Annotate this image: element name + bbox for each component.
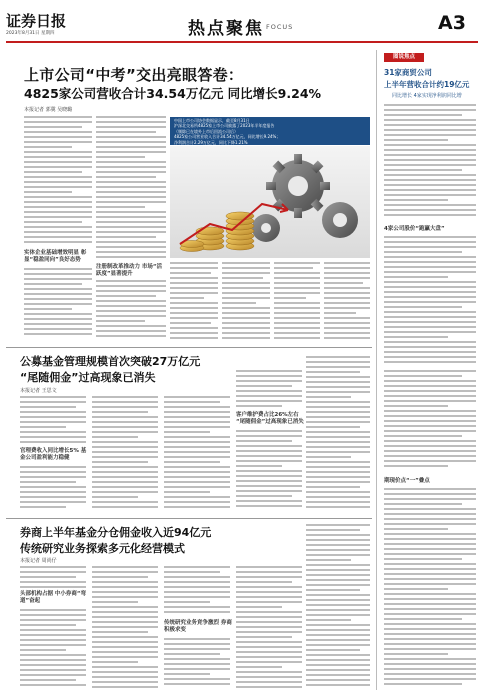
sidebar-body-1	[384, 104, 476, 220]
lead-subhead-1: 实体企业基础增效明显 彰显“稳盈同向”良好态势	[24, 250, 87, 263]
middle-divider	[6, 518, 372, 519]
infobox-line-2: 沪深北交易所4825家上市公司披露了2023年半年度报告	[174, 123, 275, 129]
lead-divider	[6, 347, 372, 348]
paper-logo: 证券日报	[6, 12, 67, 30]
bottom-headline-1: 券商上半年基金分仓佣金收入近94亿元	[20, 526, 212, 539]
middle-headline-2: “尾随佣金”过高现象已消失	[20, 371, 156, 384]
lead-headline-1: 上市公司“中考”交出亮眼答卷：	[24, 66, 244, 84]
lead-body-col-1b	[24, 268, 92, 340]
lead-body-col-5	[274, 262, 320, 342]
lead-body-col-2b	[96, 280, 166, 340]
middle-body-col-5	[306, 356, 370, 512]
lead-headline-2: 4825家公司营收合计34.54万亿元 同比增长9.24%	[24, 86, 322, 101]
middle-body-col-1	[20, 396, 86, 446]
bottom-body-col-5	[306, 524, 370, 691]
middle-body-col-3	[164, 396, 230, 512]
infobox-line-1: 中国上市公司协会数据显示，截至8月31日	[174, 118, 250, 123]
sidebar-body-4	[384, 488, 476, 688]
lead-subhead-2: 注册制改革推动力 市场“活跃度”显著提升	[96, 264, 163, 277]
middle-subhead-2: 客户维护费占比26%左右 “尾随佣金”过高现象已消失	[236, 412, 304, 425]
middle-body-col-1b	[20, 466, 86, 512]
lead-body-col-1	[24, 116, 92, 248]
masthead	[0, 0, 484, 42]
lead-infobox	[170, 117, 370, 145]
sidebar-badge: 图说焦点	[384, 53, 424, 62]
bottom-body-col-4	[236, 566, 302, 691]
bottom-subhead-2: 传统研究业务竞争激烈 券商积极求变	[164, 620, 232, 633]
sidebar-subhead-2: 期现价点“一”叠点	[384, 478, 430, 484]
lead-body-col-3	[170, 262, 218, 342]
sidebar-title-3: 同比增长 4家实现净利润同比增	[392, 93, 462, 99]
sidebar-subhead-1: 4家公司股价“跑赢大盘”	[384, 226, 445, 232]
bottom-headline-2: 传统研究业务探索多元化经营模式	[20, 542, 185, 555]
sidebar-title-2: 上半年营收合计约19亿元	[384, 80, 470, 89]
bottom-body-col-2	[92, 566, 158, 691]
lead-body-col-4	[222, 262, 270, 342]
bottom-body-col-1	[20, 566, 86, 590]
middle-byline: 本报记者 王思文	[20, 388, 57, 394]
bottom-byline: 本报记者 周尚仔	[20, 558, 57, 564]
middle-body-col-4b	[236, 430, 302, 512]
section-en: FOCUS	[266, 23, 294, 31]
bottom-body-col-1b	[20, 609, 86, 691]
middle-body-col-4	[236, 370, 302, 410]
coins-gears-illustration	[170, 146, 370, 258]
date-line: 2023年8月31日 星期四	[6, 31, 55, 36]
middle-subhead-1: 官理费收入同比增长5% 基金公司盈利能力稳健	[20, 448, 87, 461]
bottom-subhead-1: 头部机构占据 中小券商“弯道”奋起	[20, 591, 87, 604]
infobox-line-5: 净利润合计2.29万亿元，同比下降1.21%	[174, 139, 248, 145]
sidebar-body-2	[384, 236, 476, 366]
infobox-line-3: （剔除已在境外上市后回流公司后）	[174, 128, 238, 134]
masthead-rule	[6, 41, 478, 43]
page-number: A3	[438, 12, 466, 34]
lead-body-col-6	[324, 262, 370, 342]
lead-byline: 本报记者 郭冀 吴晓璐	[24, 107, 73, 113]
middle-body-col-2	[92, 396, 158, 512]
sidebar-body-3	[384, 370, 476, 472]
sidebar-title-1: 31家商贸公司	[384, 68, 432, 77]
bottom-body-col-3	[164, 566, 230, 616]
section-title: 热点聚焦	[188, 19, 264, 39]
infobox-line-4: 4825家公司营业收入合计34.54万亿元，同比增长9.24%；	[174, 134, 281, 140]
lead-body-col-2	[96, 116, 166, 262]
bottom-body-col-3b	[164, 638, 230, 691]
sidebar-divider	[376, 50, 377, 690]
middle-headline-1: 公募基金管理规模首次突破27万亿元	[20, 355, 201, 368]
lead-illustration	[170, 146, 370, 258]
